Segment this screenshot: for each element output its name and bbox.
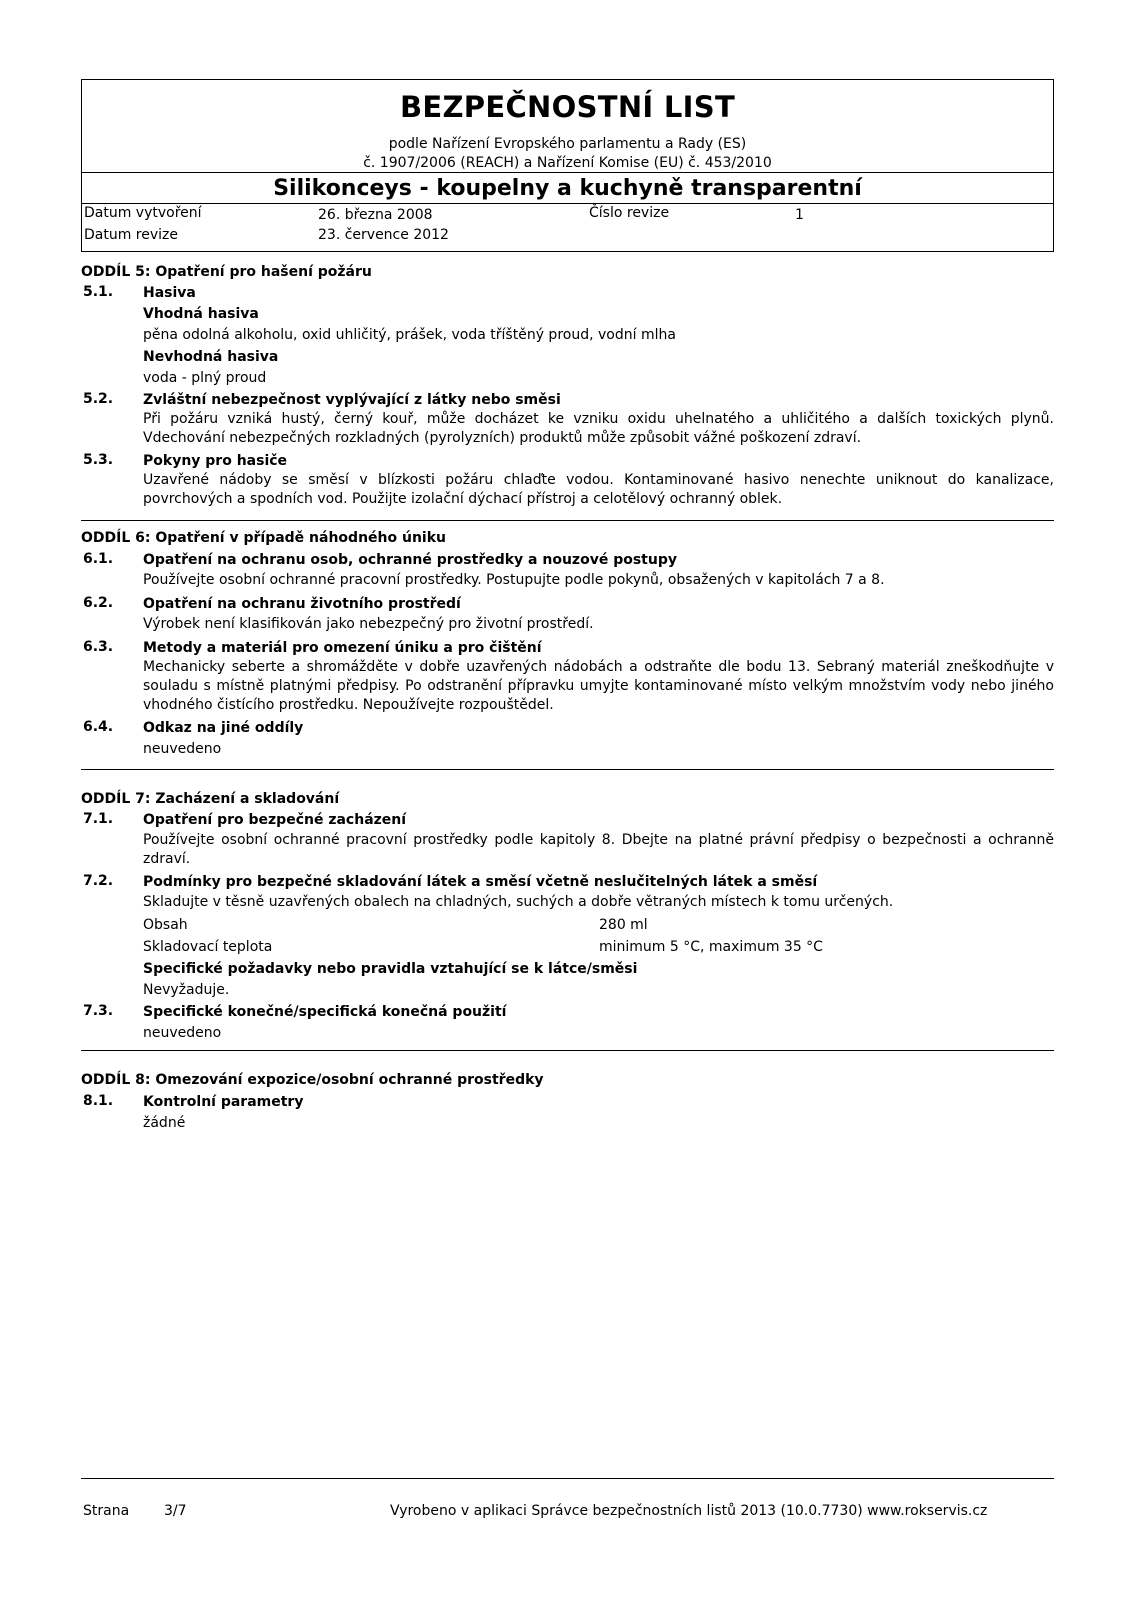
page-label: Strana: [83, 1503, 130, 1519]
subheading: Nevhodná hasiva: [143, 349, 279, 365]
section-7-heading: ODDÍL 7: Zacházení a skladování: [81, 791, 340, 807]
producer-note: Vyrobeno v aplikaci Správce bezpečnostních listů 2013 (10.0.7730) www.rokservis.cz: [390, 1503, 988, 1519]
section-divider: [81, 769, 1054, 770]
paragraph: Výrobek není klasifikován jako nebezpečný pro životní prostředí.: [143, 616, 594, 632]
paragraph: žádné: [143, 1115, 186, 1131]
item-title: Hasiva: [143, 285, 196, 301]
item-number: 8.1.: [83, 1093, 114, 1109]
property-value: minimum 5 °C, maximum 35 °C: [599, 939, 823, 955]
section-5-heading: ODDÍL 5: Opatření pro hašení požáru: [81, 264, 372, 280]
paragraph: Používejte osobní ochranné pracovní prostředky podle kapitoly 8. Dbejte na platné právní předpisy o bezpečnosti a ochranně zdraví.: [143, 832, 1054, 867]
section-8-heading: ODDÍL 8: Omezování expozice/osobní ochranné prostředky: [81, 1072, 544, 1088]
item-title: Opatření na ochranu osob, ochranné prostředky a nouzové postupy: [143, 552, 677, 568]
item-title: Kontrolní parametry: [143, 1094, 304, 1110]
page-number: 3/7: [164, 1503, 187, 1519]
paragraph: Uzavřené nádoby se směsí v blízkosti požáru chlaďte vodou. Kontaminované hasivo nenechte uniknout do kanalizace, povrchových a spodních vod. Použijte izolační dýchací přístroj a celotělový ochranný oblek.: [143, 472, 1054, 507]
item-number: 6.2.: [83, 595, 114, 611]
revision-number-value: 1: [795, 207, 804, 223]
footer-divider: [81, 1478, 1054, 1479]
revised-label: Datum revize: [84, 227, 179, 243]
property-label: Skladovací teplota: [143, 939, 273, 955]
item-title: Opatření pro bezpečné zacházení: [143, 812, 407, 828]
revision-number-label: Číslo revize: [589, 205, 670, 221]
paragraph: Mechanicky seberte a shromážděte v dobře uzavřených nádobách a odstraňte dle bodu 13. Sebraný materiál zneškodňujte v souladu s místně platnými předpisy. Po odstranění přípravku umyjte kontaminované místo velkým množstvím vody nebo jiného vhodného čistícího prostředku. Nepoužívejte rozpouštědel.: [143, 659, 1054, 713]
paragraph: neuvedeno: [143, 741, 222, 757]
paragraph: neuvedeno: [143, 1025, 222, 1041]
item-number: 5.1.: [83, 284, 114, 300]
section-6-heading: ODDÍL 6: Opatření v případě náhodného úniku: [81, 530, 446, 546]
header-box: [81, 79, 1054, 252]
item-number: 7.3.: [83, 1003, 114, 1019]
header-divider: [82, 203, 1053, 204]
property-value: 280 ml: [599, 917, 648, 933]
subheading: Specifické požadavky nebo pravidla vztahující se k látce/směsi: [143, 961, 638, 977]
item-title: Podmínky pro bezpečné skladování látek a směsí včetně neslučitelných látek a směsí: [143, 874, 818, 890]
paragraph: Používejte osobní ochranné pracovní prostředky. Postupujte podle pokynů, obsažených v kapitolách 7 a 8.: [143, 572, 885, 588]
regulation-line-2: č. 1907/2006 (REACH) a Nařízení Komise (EU) č. 453/2010: [363, 155, 772, 171]
created-value: 26. března 2008: [318, 207, 433, 223]
paragraph: Skladujte v těsně uzavřených obalech na chladných, suchých a dobře větraných místech k tomu určených.: [143, 894, 894, 910]
item-title: Specifické konečné/specifická konečná použití: [143, 1004, 507, 1020]
item-number: 5.3.: [83, 452, 114, 468]
item-number: 6.4.: [83, 719, 114, 735]
created-label: Datum vytvoření: [84, 205, 202, 221]
subheading: Vhodná hasiva: [143, 306, 259, 322]
item-title: Metody a materiál pro omezení úniku a pro čištění: [143, 640, 542, 656]
revised-value: 23. července 2012: [318, 227, 449, 243]
item-number: 5.2.: [83, 391, 114, 407]
item-number: 6.3.: [83, 639, 114, 655]
property-label: Obsah: [143, 917, 188, 933]
paragraph: pěna odolná alkoholu, oxid uhličitý, prášek, voda tříštěný proud, vodní mlha: [143, 327, 676, 343]
document-title: BEZPEČNOSTNÍ LIST: [399, 90, 736, 124]
item-title: Zvláštní nebezpečnost vyplývající z látky nebo směsi: [143, 392, 561, 408]
paragraph: voda - plný proud: [143, 370, 267, 386]
item-number: 7.2.: [83, 873, 114, 889]
header-divider: [82, 172, 1053, 173]
item-number: 7.1.: [83, 811, 114, 827]
item-title: Opatření na ochranu životního prostředí: [143, 596, 461, 612]
product-name: Silikonceys - koupelny a kuchyně transparentní: [273, 176, 862, 201]
item-number: 6.1.: [83, 551, 114, 567]
item-title: Odkaz na jiné oddíly: [143, 720, 304, 736]
section-divider: [81, 1050, 1054, 1051]
section-divider: [81, 520, 1054, 521]
item-title: Pokyny pro hasiče: [143, 453, 288, 469]
regulation-line-1: podle Nařízení Evropského parlamentu a Rady (ES): [388, 136, 747, 152]
paragraph: Při požáru vzniká hustý, černý kouř, může docházet ke vzniku oxidu uhelnatého a uhličitého a dalších toxických plynů. Vdechování nebezpečných rozkladných (pyrolyzních) produktů může způsobit vážné poškození zdraví.: [143, 411, 1054, 446]
paragraph: Nevyžaduje.: [143, 982, 230, 998]
